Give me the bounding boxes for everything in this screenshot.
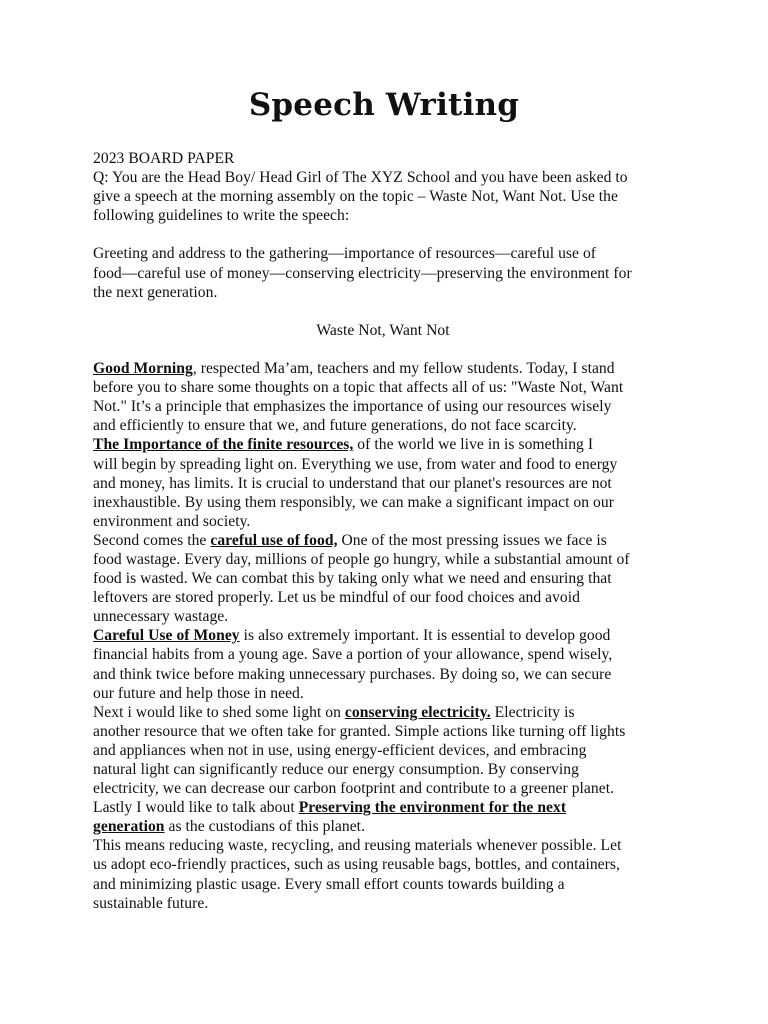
speech-line: and efficiently to ensure that we, and future generations, do not face scarcity.: [93, 417, 577, 435]
speech-line: our future and help those in need.: [93, 684, 304, 702]
greeting-heading: Good Morning: [93, 360, 193, 378]
speech-text: as the custodians of this planet.: [164, 818, 366, 836]
speech-line: and money, has limits. It is crucial to understand that our planet's resources are not: [93, 474, 612, 492]
speech-line: [93, 359, 673, 378]
speech-line: before you to share some thoughts on a topic that affects all of us: "Waste Not, Want: [93, 379, 624, 397]
speech-text: Electricity is: [490, 703, 575, 721]
question-line: give a speech at the morning assembly on the topic – Waste Not, Want Not. Use the: [93, 188, 618, 206]
document-body: [93, 149, 673, 913]
speech-text: Next i would like to shed some light on: [93, 703, 345, 721]
guidelines-line: the next generation.: [93, 283, 218, 301]
speech-line: food is wasted. We can combat this by taking only what we need and ensuring that: [93, 570, 612, 588]
speech-title: Waste Not, Want Not: [316, 321, 450, 339]
speech-text: of the world we live in is something I: [353, 436, 594, 454]
speech-text: One of the most pressing issues we face is: [337, 531, 607, 549]
guidelines-line: Greeting and address to the gathering—importance of resources—careful use of: [93, 245, 597, 263]
environment-heading: Preserving the environment for the next: [298, 799, 567, 817]
speech-line: This means reducing waste, recycling, and reusing materials whenever possible. Let: [93, 837, 622, 855]
speech-line: [93, 531, 673, 550]
speech-line: inexhaustible. By using them responsibly, we can make a significant impact on our: [93, 493, 614, 511]
speech-line: us adopt eco-friendly practices, such as using reusable bags, bottles, and containers,: [93, 856, 620, 874]
speech-line: environment and society.: [93, 512, 251, 530]
speech-line: leftovers are stored properly. Let us be mindful of our food choices and avoid: [93, 589, 581, 607]
speech-line: and minimizing plastic usage. Every small effort counts towards building a: [93, 875, 565, 893]
paragraph-gap: [93, 340, 673, 359]
speech-line: financial habits from a young age. Save a portion of your allowance, spend wisely,: [93, 646, 613, 664]
speech-line: food wastage. Every day, millions of people go hungry, while a substantial amount of: [93, 550, 630, 568]
speech-line: Not." It’s a principle that emphasizes the importance of using our resources wisely: [93, 398, 612, 416]
speech-line: and appliances when not in use, using energy-efficient devices, and embracing: [93, 741, 587, 759]
speech-text: is also extremely important. It is essential to develop good: [239, 627, 611, 645]
speech-line: [93, 626, 673, 645]
speech-line: and think twice before making unnecessary purchases. By doing so, we can secure: [93, 665, 612, 683]
speech-text: Lastly I would like to talk about: [93, 799, 299, 817]
speech-text: , respected Ma’am, teachers and my fellow students. Today, I stand: [192, 360, 615, 378]
speech-line: natural light can significantly reduce our energy consumption. By conserving: [93, 761, 579, 778]
speech-line: will begin by spreading light on. Everything we use, from water and food to energy: [93, 455, 618, 473]
speech-line: [93, 435, 673, 454]
speech-line: [93, 798, 673, 817]
question-line: Q: You are the Head Boy/ Head Girl of The XYZ School and you have been asked to: [93, 169, 628, 187]
speech-line: [93, 703, 673, 722]
speech-text: Second comes the: [93, 531, 211, 549]
environment-heading: generation: [93, 818, 165, 836]
guidelines-line: food—careful use of money—conserving electricity—preserving the environment for: [93, 264, 632, 282]
electricity-heading: conserving electricity.: [344, 703, 491, 721]
speech-line: [93, 817, 673, 836]
paragraph-gap: [93, 302, 673, 321]
page-title: Speech Writing: [248, 87, 520, 123]
money-heading: Careful Use of Money: [93, 627, 240, 645]
speech-line: sustainable future.: [93, 894, 209, 912]
speech-line: unnecessary wastage.: [93, 608, 229, 626]
food-heading: careful use of food,: [210, 531, 338, 549]
paper-label: 2023 BOARD PAPER: [93, 150, 235, 167]
paragraph-gap: [93, 225, 673, 244]
resources-heading: The Importance of the finite resources,: [93, 436, 354, 454]
speech-line: another resource that we often take for granted. Simple actions like turning off lights: [93, 722, 626, 740]
question-line: following guidelines to write the speech:: [93, 207, 350, 225]
speech-line: electricity, we can decrease our carbon footprint and contribute to a greener planet.: [93, 780, 615, 798]
